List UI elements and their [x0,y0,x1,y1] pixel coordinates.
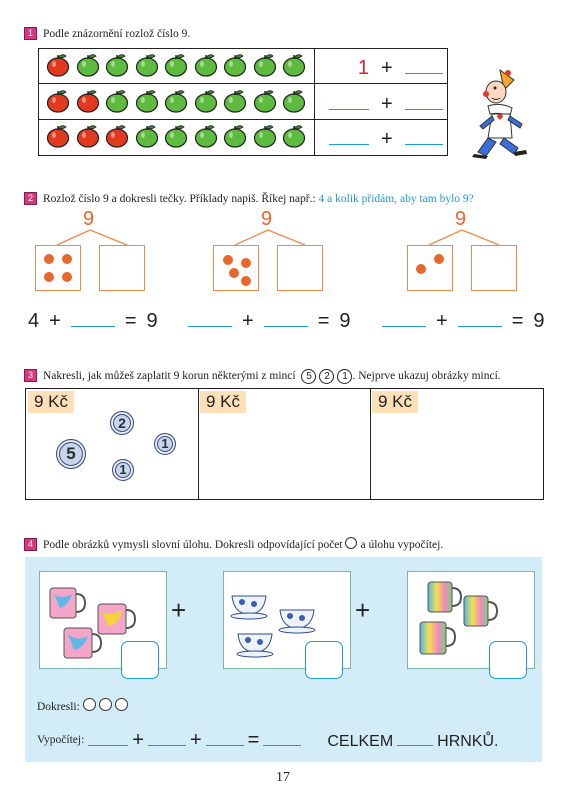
answer-blank[interactable] [71,306,115,327]
plus-sign-1: + [171,595,187,625]
hrnku-text: HRNKŮ. [437,733,499,750]
task1-instruction: Podle znázornění rozlož číslo 9. [43,28,191,40]
circle-icon[interactable] [83,698,96,711]
dots-box-empty[interactable] [99,245,145,291]
coin-1: 1 [154,433,176,455]
task2-number-badge: 2 [24,192,37,205]
apple-table-divider-h1 [39,83,447,84]
price-label-2: 9 Kč [200,391,246,413]
dot [44,272,54,282]
apple-icon [223,52,247,78]
answer-blank[interactable] [206,745,244,746]
answer-box-2[interactable] [305,641,343,679]
apple-icon [282,52,306,78]
dot [62,254,72,264]
dot [416,264,426,274]
operator-equals: = [317,310,330,332]
apple-icon [223,88,247,114]
dots-box-filled [407,245,453,291]
given-summand: 4 [28,310,40,332]
apple-icon [46,52,70,78]
apple-icon [105,123,129,149]
circle-icon[interactable] [99,698,112,711]
apple-icon [164,123,188,149]
equation [382,306,545,333]
price-label-1: 9 Kč [28,391,74,413]
apple-icon [194,123,218,149]
operator-plus: + [49,310,61,332]
task3-instruction-end: . Nejprve ukazuj obrázky mincí. [352,370,501,382]
task1-number-badge: 1 [24,27,37,40]
answer-box-3[interactable] [489,641,527,679]
operator-plus: + [189,729,202,751]
apple-icon [282,88,306,114]
task4-instruction-a: Podle obrázků vymysli slovní úlohu. Dokresli odpovídající počet [43,539,343,551]
operator-plus: + [436,310,448,332]
dot [223,255,233,265]
dots-box-empty[interactable] [471,245,517,291]
answer-blank[interactable] [329,89,369,110]
answer-blank[interactable] [458,306,502,327]
coin-icon: 2 [319,369,334,384]
answer-blank[interactable] [405,124,443,145]
dot [434,254,444,264]
decomposition-expression [329,89,443,116]
coin-panel-divider-1 [198,389,199,499]
task4-instruction-b: a úlohu vypočítej. [360,539,444,551]
coin-panel-divider-2 [370,389,371,499]
answer-blank[interactable] [405,89,443,110]
operator-plus: + [381,128,393,150]
dot [229,268,239,278]
clown-illustration [470,68,530,160]
task2-hint: 4 a kolik přidám, aby tam bylo 9? [318,193,474,205]
apple-icon [253,52,277,78]
coin-panels [25,388,544,500]
dots-box-filled [35,245,81,291]
answer-blank[interactable] [264,306,308,327]
answer-box-1[interactable] [121,641,159,679]
answer-blank[interactable] [397,745,433,746]
circle-icon[interactable] [115,698,128,711]
task4-number-badge: 4 [24,538,37,551]
coin-2: 2 [110,411,134,435]
apple-table-divider-v [314,49,315,155]
total-number: 9 [455,208,467,230]
apple-icon [282,123,306,149]
apple-icon [253,123,277,149]
apple-icon [46,88,70,114]
task4-heading [24,537,443,551]
apple-table-divider-h2 [39,119,447,120]
apple-icon [76,88,100,114]
operator-equals: = [124,310,137,332]
total-number: 9 [261,208,273,230]
apple-table [38,48,448,156]
apple-icon [76,123,100,149]
apple-icon [194,52,218,78]
plus-sign-2: + [355,595,371,625]
answer-blank[interactable] [88,745,128,746]
coin-icon: 1 [337,369,352,384]
dots-box-empty[interactable] [277,245,323,291]
task2-instruction: Rozlož číslo 9 a dokresli tečky. Příklady napiš. Říkej např.: [43,193,316,205]
operator-plus: + [381,57,393,79]
operator-equals: = [247,729,260,751]
apple-icon [223,123,247,149]
result-number: 9 [146,310,158,332]
coin-5: 5 [56,439,86,469]
total-number: 9 [83,208,95,230]
page-number: 17 [276,770,290,785]
operator-plus: + [242,310,254,332]
apple-icon [194,88,218,114]
apple-icon [135,123,159,149]
vypocitej-label: Vypočítej: [37,734,85,746]
operator-plus: + [381,93,393,115]
dot [62,272,72,282]
apple-icon [135,88,159,114]
task1-heading [24,27,190,40]
vypocitej-row [37,729,498,752]
decomposition-expression [329,124,443,151]
answer-blank[interactable] [405,53,443,74]
price-label-3: 9 Kč [372,391,418,413]
dokresli-label: Dokresli: [37,701,80,713]
celkem-text: CELKEM [327,733,394,750]
apple-icon [46,123,70,149]
coin-1: 1 [112,459,134,481]
apple-icon [135,52,159,78]
coin-icon: 5 [301,369,316,384]
apple-icon [105,52,129,78]
dot [241,258,251,268]
dots-box-filled [213,245,259,291]
answer-blank[interactable] [382,306,426,327]
given-summand: 1 [357,57,369,79]
dot [241,276,251,286]
dokresli-row [37,698,131,713]
operator-equals: = [511,310,524,332]
apple-icon [76,52,100,78]
task3-instruction: Nakresli, jak můžeš zaplatit 9 korun některými z mincí [43,370,296,382]
equation [188,306,351,333]
task4-panel [25,557,542,762]
decomposition-expression [329,53,443,80]
result-number: 9 [533,310,545,332]
operator-plus: + [132,729,144,751]
result-number: 9 [339,310,351,332]
answer-blank[interactable] [329,124,369,145]
dot [44,254,54,264]
task2-heading [24,192,474,205]
answer-blank[interactable] [188,306,232,327]
answer-blank[interactable] [263,745,301,746]
apple-icon [253,88,277,114]
circle-icon [345,537,357,549]
apple-icon [164,52,188,78]
task3-number-badge: 3 [24,369,37,382]
task3-heading [24,369,501,384]
apple-icon [164,88,188,114]
apple-icon [105,88,129,114]
equation [28,306,158,333]
answer-blank[interactable] [148,745,186,746]
